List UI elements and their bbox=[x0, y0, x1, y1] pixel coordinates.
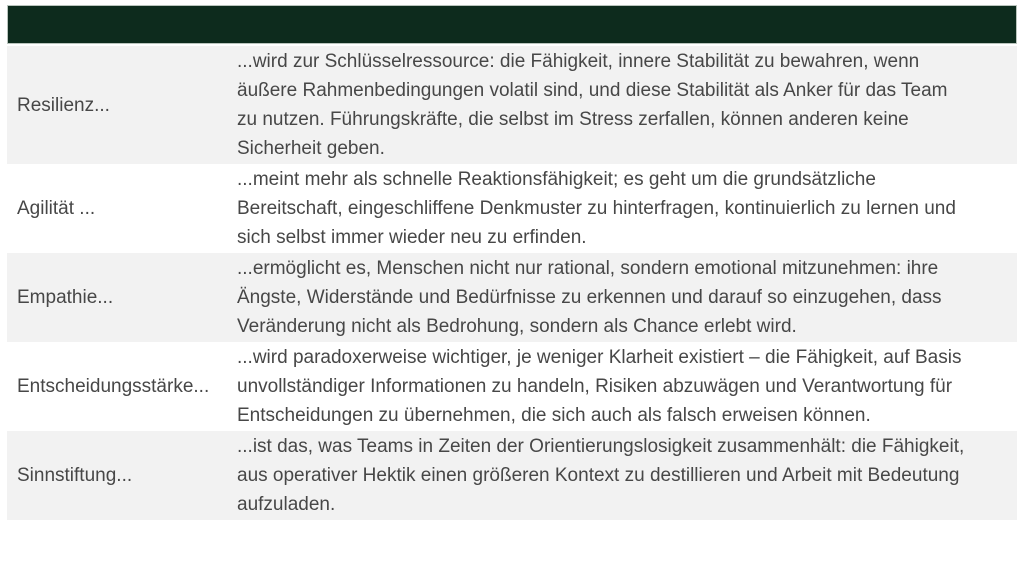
term-label: Entscheidungsstärke... bbox=[17, 376, 210, 397]
table-row bbox=[7, 253, 1017, 342]
skills-table bbox=[7, 46, 1017, 520]
table-row bbox=[7, 46, 1017, 164]
term-label: Agilität ... bbox=[17, 198, 96, 219]
term-description: ...ermöglicht es, Menschen nicht nur rational, sondern emotional mitzunehmen: ihre Ängste, Widerstände und Bedürfnisse zu erkennen und darauf so einzugehen, dass Veränderung nicht als Bedrohung, sondern als Chance erlebt wird. bbox=[237, 258, 942, 337]
term-label: Sinnstiftung... bbox=[17, 465, 133, 486]
term-description: ...meint mehr als schnelle Reaktionsfähigkeit; es geht um die grundsätzliche Bereitschaft, eingeschliffene Denkmuster zu hinterfragen, kontinuierlich zu lernen und sich selbst immer wieder neu zu erfinden. bbox=[237, 169, 956, 248]
table-header-bar bbox=[7, 5, 1017, 44]
table-row bbox=[7, 431, 1017, 520]
term-description: ...wird paradoxerweise wichtiger, je weniger Klarheit existiert – die Fähigkeit, auf Basis unvollständiger Informationen zu handeln, Risiken abzuwägen und Verantwortung für Entscheidungen zu übernehmen, die sich auch als falsch erweisen können. bbox=[237, 347, 962, 426]
term-description: ...wird zur Schlüsselressource: die Fähigkeit, innere Stabilität zu bewahren, wenn äußere Rahmenbedingungen volatil sind, und diese Stabilität als Anker für das Team zu nutzen. Führungskräfte, die selbst im Stress zerfallen, können anderen keine Sicherheit geben. bbox=[237, 51, 948, 159]
table-row bbox=[7, 164, 1017, 253]
table-row bbox=[7, 342, 1017, 431]
term-label: Empathie... bbox=[17, 287, 114, 308]
term-label: Resilienz... bbox=[17, 94, 110, 116]
term-description: ...ist das, was Teams in Zeiten der Orientierungslosigkeit zusammenhält: die Fähigkeit, aus operativer Hektik einen größeren Kontext zu destillieren und Arbeit mit Bedeutung aufzuladen. bbox=[237, 436, 965, 515]
